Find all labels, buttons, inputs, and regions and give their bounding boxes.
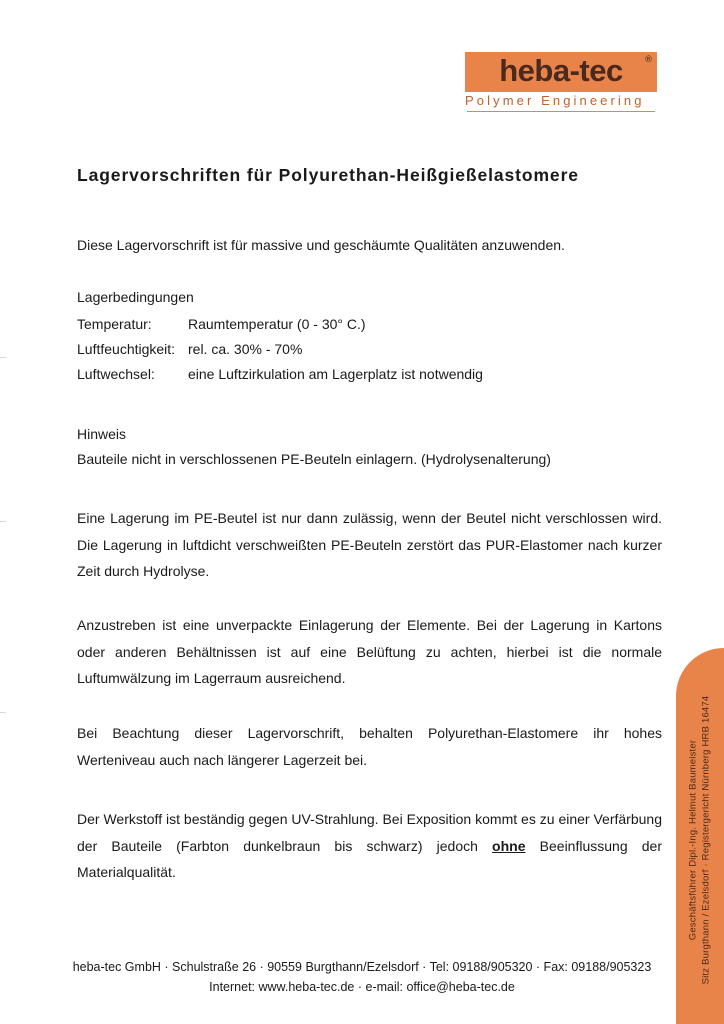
logo-box <box>465 52 657 92</box>
paragraph-uv-resistance <box>77 806 662 886</box>
condition-row-humidity <box>77 336 302 362</box>
document-title: Lagervorschriften für Polyurethan-Heißgießelastomere <box>77 165 579 185</box>
emphasis-ohne: ohne <box>492 837 526 854</box>
footer-line-2: Internet: www.heba-tec.de · e-mail: office@heba-tec.de <box>209 980 515 994</box>
footer-address <box>0 960 724 974</box>
note-text: Bauteile nicht in verschlossenen PE-Beuteln einlagern. (Hydrolysenalterung) <box>77 451 551 467</box>
uv-text-start: Der Werkstoff ist beständig gegen UV-Strahlung. Bei Exposition kommt es zu einer Verfärbung der Bauteile (Farbton dunkelbraun bis schwarz) jedoch <box>77 811 662 854</box>
intro-text: Diese Lagervorschrift ist für massive und geschäumte Qualitäten anzuwenden. <box>77 237 565 253</box>
side-line-2: Sitz Burgthann / Ezelsdorf · Registergericht Nürnberg HRB 16474 <box>700 695 711 985</box>
paragraph-unpacked-storage: Anzustreben ist eine unverpackte Einlagerung der Elemente. Bei der Lagerung in Kartons oder anderen Behältnissen ist auf eine Belüftung zu achten, hierbei ist die normale Luftumwälzung im Lagerraum ausreichend. <box>77 617 662 686</box>
edge-mark <box>0 521 6 522</box>
company-logo <box>465 52 657 112</box>
condition-value: eine Luftzirkulation am Lagerplatz ist notwendig <box>188 366 483 382</box>
logo-tagline: Polymer Engineering <box>465 93 645 108</box>
paragraph-pe-bag: Eine Lagerung im PE-Beutel ist nur dann zulässig, wenn der Beutel nicht verschlossen wird. Die Lagerung in luftdicht verschweißten PE-Beuteln zerstört das PUR-Elastomer nach kurzer Zeit durch Hydrolyse. <box>77 510 662 579</box>
conditions-heading: Lagerbedingungen <box>77 289 194 305</box>
condition-label: Temperatur: <box>77 316 152 332</box>
footer-line-1: heba-tec GmbH · Schulstraße 26 · 90559 Burgthann/Ezelsdorf · Tel: 09188/905320 · Fax: 09188/905323 <box>72 960 652 974</box>
condition-row-temperature <box>77 311 366 337</box>
condition-label: Luftfeuchtigkeit: <box>77 341 176 357</box>
uv-text-end: Beeinflussung der Materialqualität. <box>77 837 662 880</box>
condition-label: Luftwechsel: <box>77 366 155 382</box>
logo-brand: heba-tec <box>499 53 623 88</box>
paragraph-value-retention: Bei Beachtung dieser Lagervorschrift, behalten Polyurethan-Elastomere ihr hohes Werteniveau auch nach längerer Lagerzeit bei. <box>77 725 662 768</box>
condition-value: rel. ca. 30% - 70% <box>188 341 303 357</box>
edge-mark <box>0 357 6 358</box>
registered-mark: ® <box>644 55 653 65</box>
footer-contact <box>0 980 724 994</box>
condition-value: Raumtemperatur (0 - 30° C.) <box>188 316 366 332</box>
side-line-1: Geschäftsführer Dipl.-Ing. Helmut Baumeister <box>687 739 699 941</box>
note-heading: Hinweis <box>77 426 127 442</box>
logo-underline <box>467 111 655 112</box>
condition-row-ventilation <box>77 361 483 387</box>
side-company-info <box>688 690 713 990</box>
edge-mark <box>0 712 6 713</box>
